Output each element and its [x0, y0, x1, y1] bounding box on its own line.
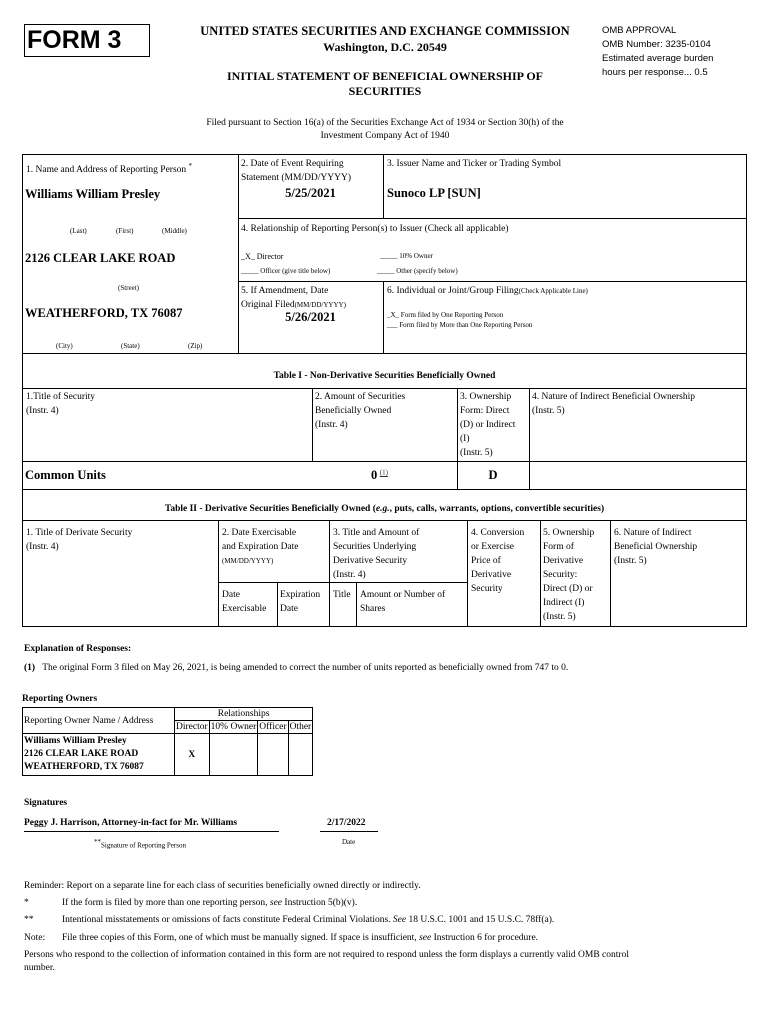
form-title-line2: SECURITIES — [348, 84, 422, 98]
t2-sub-expiration — [280, 588, 320, 616]
first-label: (First) — [116, 227, 134, 235]
filed-line2: Investment Company Act of 1940 — [320, 131, 450, 141]
t1-col4-line1: 4. Nature of Indirect Beneficial Ownership — [532, 392, 696, 402]
reporting-person-name: Williams William Presley — [25, 187, 161, 201]
t2-col6-line3: (Instr. 5) — [614, 556, 647, 566]
signatures-heading: Signatures — [24, 798, 68, 808]
box6-label — [387, 284, 588, 298]
box1-label-text: 1. Name and Address of Reporting Person — [26, 165, 187, 176]
t1-col2-line3: (Instr. 4) — [315, 420, 348, 430]
owner10-option: _____ 10% Owner — [380, 252, 433, 260]
box2-label — [241, 157, 351, 185]
form-label: FORM 3 — [24, 24, 150, 57]
ro-owner-line2: 2126 CLEAR LAKE ROAD — [24, 749, 139, 759]
ro-owner10-cell — [209, 734, 258, 776]
star-note-post: Instruction 5(b)(v). — [284, 898, 358, 908]
box6-label-small: (Check Applicable Line) — [518, 287, 588, 295]
signature-mark: ** — [94, 838, 101, 846]
t2-col1-line1: 1. Title of Derivate Security — [26, 528, 133, 538]
t1-col3-line4: (I) — [460, 434, 470, 444]
note-text-post: Instruction 6 for procedure. — [433, 933, 539, 943]
omb-approval-box — [602, 24, 713, 80]
box5-label-line1: 5. If Amendment, Date — [241, 286, 329, 296]
omb-burden-value: 0.5 — [694, 67, 708, 78]
t1-col2-header — [315, 390, 405, 432]
ro-director-header: Director — [176, 722, 208, 732]
dstar-note-post: 18 U.S.C. 1001 and 15 U.S.C. 78ff(a). — [408, 915, 555, 925]
double-star-note — [62, 914, 554, 927]
t2-col6-header — [614, 526, 697, 568]
t2-col3-header — [333, 526, 419, 582]
signature-date: 2/17/2022 — [327, 818, 366, 828]
t1-amount-value: 0 — [371, 468, 378, 482]
double-star-mark: ** — [24, 915, 34, 925]
ro-officer-header: Officer — [259, 722, 287, 732]
star-mark: * — [24, 898, 29, 908]
t2-col2-line1: 2. Date Exercisable — [222, 528, 297, 538]
director-option: _X_ Director — [241, 252, 284, 261]
t2-col5-line4: Security: — [543, 570, 578, 580]
table1-title: Table I - Non-Derivative Securities Beneficially Owned — [273, 371, 496, 381]
box3-label: 3. Issuer Name and Ticker or Trading Symbol — [387, 159, 562, 169]
street-value: 2126 CLEAR LAKE ROAD — [25, 251, 176, 265]
t2-sub-date-line2: Exercisable — [222, 604, 267, 614]
note-text-see: see — [419, 933, 432, 943]
t1-form-value: D — [488, 468, 498, 482]
t2-col1-line2: (Instr. 4) — [26, 542, 59, 552]
reminder-note: Reminder: Report on a separate line for each class of securities beneficially owned directly or indirectly. — [24, 881, 421, 891]
ro-other-cell — [288, 734, 313, 776]
last-label: (Last) — [70, 227, 87, 235]
t2-title-post: , puts, calls, warrants, options, convertible securities) — [389, 504, 605, 514]
t2-col5-line2: Form of — [543, 542, 574, 552]
t2-col3-line3: Derivative Security — [333, 556, 408, 566]
explanation-item — [24, 663, 568, 673]
t2-col3-line1: 3. Title and Amount of — [333, 528, 420, 538]
agency-location: Washington, D.C. 20549 — [323, 40, 447, 54]
ro-owner-line1: Williams William Presley — [24, 736, 127, 746]
filing-option-more: ___ Form filed by More than One Reporting Person — [387, 321, 533, 329]
box5-label-small: (MM/DD/YYYY) — [294, 301, 346, 309]
ro-other-header: Other — [289, 722, 312, 732]
street-label: (Street) — [118, 284, 139, 292]
t2-col3-line2: Securities Underlying — [333, 542, 417, 552]
t1-col3-line1: 3. Ownership — [460, 392, 512, 402]
t2-sub-exp-line2: Date — [280, 604, 298, 614]
event-date-value: 5/25/2021 — [285, 186, 336, 200]
t2-title-pre: Table II - Derivative Securities Beneficially Owned ( — [164, 504, 376, 514]
amendment-date-value: 5/26/2021 — [285, 310, 336, 324]
t1-col3-header — [460, 390, 515, 460]
t2-col4-line5: Security — [471, 584, 503, 594]
city-label: (City) — [56, 342, 73, 350]
officer-option: _____ Officer (give title below) — [241, 267, 331, 275]
t1-col3-line3: (D) or Indirect — [460, 420, 516, 430]
ro-relationships-header: Relationships — [175, 708, 313, 721]
date-label: Date — [342, 838, 356, 846]
t2-col5-line7: (Instr. 5) — [543, 612, 576, 622]
reporting-owners-table — [22, 707, 313, 776]
signature-label — [94, 838, 186, 849]
ro-name-header: Reporting Owner Name / Address — [23, 708, 175, 734]
star-note-pre: If the form is filed by more than one reporting person, — [62, 898, 268, 908]
table2-title — [22, 504, 747, 514]
t1-footnote-link[interactable]: (1) — [379, 468, 388, 477]
star-note — [62, 897, 357, 910]
t2-sub-title: Title — [333, 590, 351, 600]
filing-option-one: _X_ Form filed by One Reporting Person — [387, 311, 504, 319]
agency-name: UNITED STATES SECURITIES AND EXCHANGE COMMISSION — [200, 24, 570, 38]
persons-note — [24, 949, 746, 975]
form-title-line1: INITIAL STATEMENT OF BENEFICIAL OWNERSHIP OF — [227, 69, 543, 83]
t2-col5-line5: Direct (D) or — [543, 584, 593, 594]
state-label: (State) — [121, 342, 140, 350]
t1-col3-line2: Form: Direct — [460, 406, 510, 416]
t2-col5-line1: 5. Ownership — [543, 528, 595, 538]
t1-col2-line1: 2. Amount of Securities — [315, 392, 406, 402]
t2-col3-line4: (Instr. 4) — [333, 570, 366, 580]
ro-owner-line3: WEATHERFORD, TX 76087 — [24, 762, 144, 772]
omb-burden-line1: Estimated average burden — [602, 53, 714, 64]
issuer-value: Sunoco LP [SUN] — [387, 186, 481, 200]
ro-owner10-header: 10% Owner — [210, 722, 257, 732]
reporting-owners-heading: Reporting Owners — [22, 694, 98, 704]
omb-approval: OMB APPROVAL — [602, 25, 677, 36]
signature-label-text: Signature of Reporting Person — [101, 841, 186, 850]
t2-col6-line1: 6. Nature of Indirect — [614, 528, 692, 538]
t1-col4-line2: (Instr. 5) — [532, 406, 565, 416]
box5-label-text: Original Filed — [241, 300, 295, 310]
note-text — [62, 932, 538, 945]
ro-director-mark: X — [175, 734, 210, 776]
box6-label-text: 6. Individual or Joint/Group Filing — [387, 286, 519, 296]
box1-label — [26, 159, 192, 177]
t2-col1-header — [26, 526, 132, 554]
t2-col6-line2: Beneficial Ownership — [614, 542, 698, 552]
t2-sub-amount-line2: Shares — [360, 604, 386, 614]
t2-col2-header — [222, 526, 299, 568]
t1-col2-line2: Beneficially Owned — [315, 406, 392, 416]
note-label: Note: — [24, 933, 46, 943]
dstar-note-see: See — [392, 915, 407, 925]
t1-col3-line5: (Instr. 5) — [460, 448, 493, 458]
omb-burden-text: hours per response... — [602, 67, 692, 78]
box4-label: 4. Relationship of Reporting Person(s) to Issuer (Check all applicable) — [241, 224, 509, 234]
t2-col2-small: (MM/DD/YYYY) — [222, 557, 274, 565]
t2-col4-line1: 4. Conversion — [471, 528, 525, 538]
note-text-pre: File three copies of this Form, one of which must be manually signed. If space is insufficient, — [62, 933, 417, 943]
dstar-note-pre: Intentional misstatements or omissions of facts constitute Federal Criminal Violations. — [62, 915, 391, 925]
t2-col5-line3: Derivative — [543, 556, 584, 566]
city-value: WEATHERFORD, TX 76087 — [25, 306, 183, 320]
t1-col1-line1: 1.Title of Security — [26, 392, 96, 402]
t2-col4-line2: or Exercise — [471, 542, 514, 552]
star-note-see: see — [269, 898, 283, 908]
t2-title-italic: e.g. — [375, 504, 390, 514]
box5-label — [241, 284, 346, 312]
ro-owner-cell — [23, 734, 175, 776]
t2-sub-date-line1: Date — [222, 590, 240, 600]
persons-note-line1: Persons who respond to the collection of information contained in this form are not required to respond unless the form displays a currently valid OMB control — [24, 950, 629, 960]
explanation-text: The original Form 3 filed on May 26, 2021, is being amended to correct the number of units reported as beneficially owned from 747 to 0. — [42, 663, 569, 673]
middle-label: (Middle) — [162, 227, 187, 235]
t2-col4-line3: Price of — [471, 556, 501, 566]
zip-label: (Zip) — [188, 342, 203, 350]
t1-col4-header — [532, 390, 695, 418]
t1-amount-cell — [371, 468, 388, 483]
t1-col1-header — [26, 390, 95, 418]
t1-col1-line2: (Instr. 4) — [26, 406, 59, 416]
t2-sub-amount-line1: Amount or Number of — [360, 590, 446, 600]
omb-burden-line2 — [602, 66, 713, 80]
persons-note-line2: number. — [24, 963, 55, 973]
explanation-heading: Explanation of Responses: — [24, 644, 132, 654]
box2-label-line2: Statement (MM/DD/YYYY) — [241, 173, 352, 183]
t1-security-value: Common Units — [25, 468, 106, 482]
ro-officer-cell — [258, 734, 288, 776]
t2-sub-amount — [360, 588, 445, 616]
t2-col5-line6: Indirect (I) — [543, 598, 585, 608]
box2-label-line1: 2. Date of Event Requiring — [241, 159, 344, 169]
filed-line1: Filed pursuant to Section 16(a) of the Securities Exchange Act of 1934 or Section 30(h) of the — [206, 118, 564, 128]
other-option: _____ Other (specify below) — [377, 267, 458, 275]
omb-number: OMB Number: 3235-0104 — [602, 39, 711, 50]
t2-col4-line4: Derivative — [471, 570, 512, 580]
t2-col2-line2: and Expiration Date — [222, 542, 299, 552]
t2-col4-header — [471, 526, 524, 596]
explanation-number: (1) — [24, 663, 36, 673]
signature-name: Peggy J. Harrison, Attorney-in-fact for Mr. Williams — [24, 818, 238, 828]
filed-pursuant-note — [120, 117, 650, 143]
t2-col5-header — [543, 526, 594, 624]
box1-label-mark: * — [188, 162, 193, 170]
t2-sub-date — [222, 588, 266, 616]
t2-sub-exp-line1: Expiration — [280, 590, 321, 600]
